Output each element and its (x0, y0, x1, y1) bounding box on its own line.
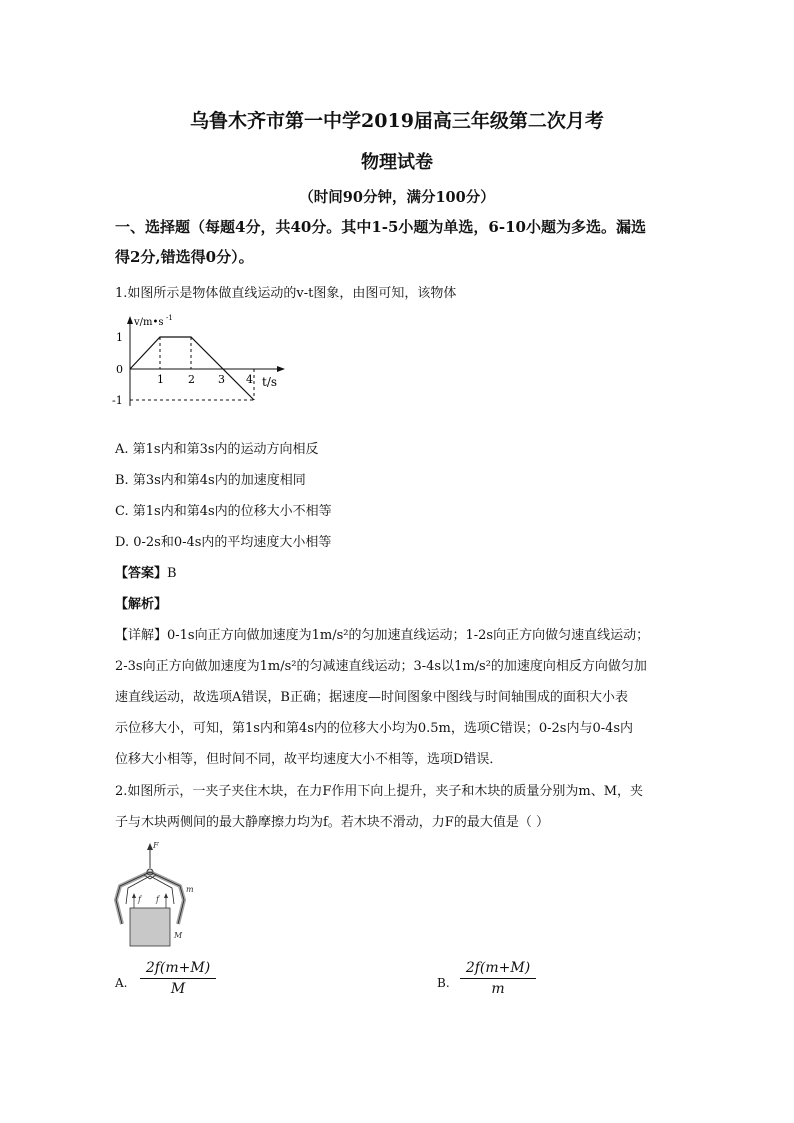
q1-detail-line1: 【详解】0-1s向正方向做加速度为1m/s²的匀加速直线运动；1-2s向正方向做匀速直线运动； (115, 628, 650, 643)
block-mass-label: M (174, 931, 183, 940)
y-axis-arrow (127, 316, 133, 324)
answer-label: 【答案】 (115, 566, 168, 581)
x-tick-3: 3 (218, 373, 225, 386)
q2-option-a-label: A. (115, 976, 128, 990)
q1-detail-line5: 位移大小相等，但时间不同，故平均速度大小不相等，选项D错误． (115, 752, 503, 767)
x-tick-2: 2 (188, 373, 195, 386)
x-axis-label: t/s (262, 375, 278, 389)
q1-detail-line2: 2-3s向正方向做加速度为1m/s²的匀减速直线运动；3-4s以1m/s²的加速度向相反方向做匀加 (115, 659, 647, 674)
q2-option-b-fraction (460, 960, 536, 997)
q1-option-c: C. 第1s内和第4s内的位移大小不相等 (115, 504, 332, 519)
exam-meta: （时间90分钟，满分100分） (299, 189, 495, 206)
q2-option-a-numerator: 2f(m+M) (140, 960, 216, 979)
answer-value: B (167, 566, 177, 581)
q1-stem: 1.如图所示是物体做直线运动的v-t图象，由图可知，该物体 (115, 286, 457, 301)
clamp-mass-label: m (186, 885, 194, 894)
exam-subject: 物理试卷 (361, 152, 433, 173)
force-label: F (153, 841, 159, 850)
y-tick-1: 1 (116, 331, 123, 344)
q2-option-a-denominator: M (170, 981, 186, 997)
q2-stem-line2: 子与木块两侧间的最大静摩擦力均为f。若木块不滑动，力F的最大值是（ ） (115, 815, 549, 830)
y-axis-label-sup: -1 (166, 314, 173, 322)
q2-option-b-label: B. (437, 976, 450, 990)
y-tick-0: 0 (116, 363, 123, 376)
q1-detail-line4: 示位移大小，可知，第1s内和第4s内的位移大小均为0.5m，选项C错误；0-2s内与0-4s内 (115, 721, 634, 736)
wood-block (130, 908, 170, 946)
friction-label-left: f (138, 895, 141, 904)
q1-vt-graph (110, 308, 290, 413)
q1-detail-line3: 速直线运动，故选项A错误，B正确；据速度—时间图象中图线与时间轴围成的面积大小表 (115, 690, 628, 705)
q2-option-b-numerator: 2f(m+M) (460, 960, 536, 979)
y-tick-neg1: -1 (112, 394, 123, 407)
section-heading-line1: 一、选择题（每题4分，共40分。其中1-5小题为单选，6-10小题为多选。漏选 (115, 218, 646, 236)
q1-answer (115, 562, 177, 581)
x-axis-arrow (277, 366, 285, 372)
x-tick-1: 1 (157, 373, 164, 386)
section-heading-line2: 得2分,错选得0分）。 (115, 248, 254, 266)
friction-label-right: f (156, 895, 159, 904)
q1-option-d: D. 0-2s和0-4s内的平均速度大小相等 (115, 535, 332, 550)
q2-option-b-denominator: m (491, 981, 505, 997)
exam-title: 乌鲁木齐市第一中学2019届高三年级第二次月考 (190, 110, 604, 132)
q1-option-b: B. 第3s内和第4s内的加速度相同 (115, 473, 306, 488)
q2-option-a-fraction (140, 960, 216, 997)
q2-clamp-figure (108, 838, 198, 948)
q1-option-a: A. 第1s内和第3s内的运动方向相反 (115, 442, 319, 457)
q2-stem-line1: 2.如图所示，一夹子夹住木块，在力F作用下向上提升，夹子和木块的质量分别为m、M，夹 (115, 784, 644, 799)
q1-analysis-label: 【解析】 (115, 597, 168, 612)
y-axis-label: v/m•s (134, 317, 164, 328)
x-tick-4: 4 (246, 373, 253, 386)
